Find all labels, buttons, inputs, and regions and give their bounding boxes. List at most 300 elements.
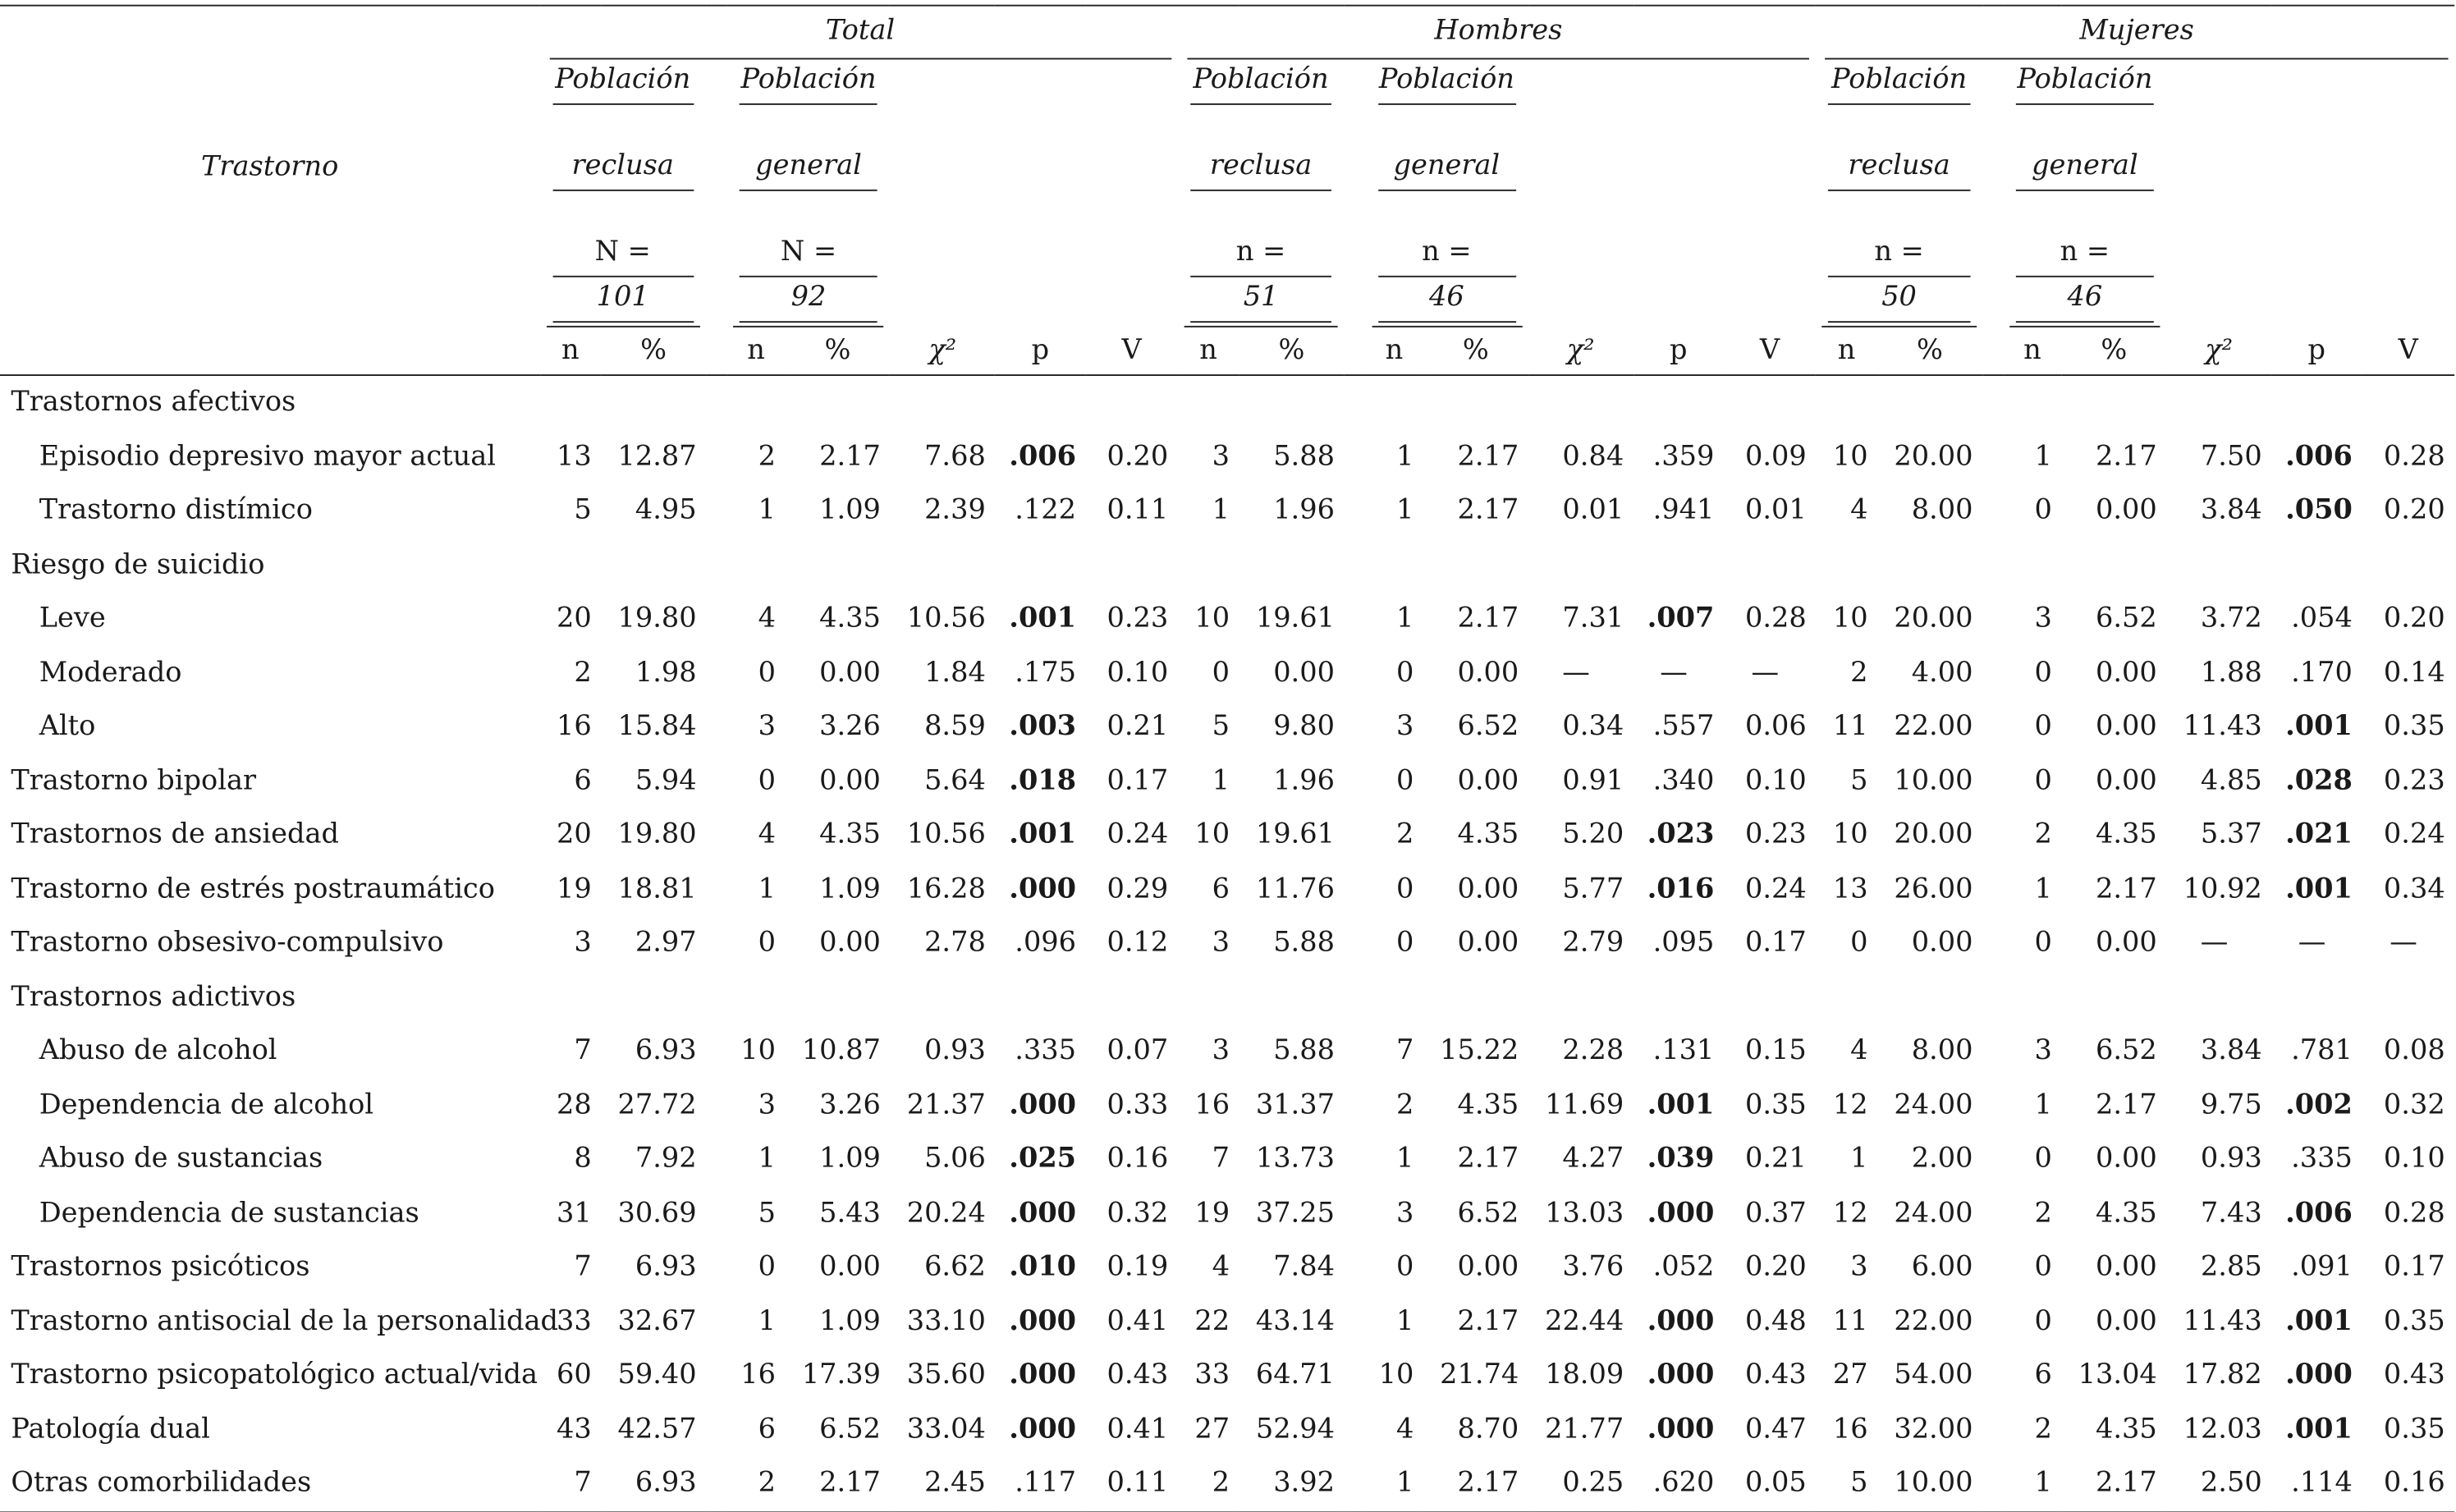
cell-cramer-v: 0.43	[2383, 1359, 2445, 1391]
cell-n-general	[2003, 970, 2061, 1024]
cell-n-general: 0	[2034, 927, 2052, 959]
cell-n-general: 3	[2034, 603, 2052, 635]
cell-pct-reclusa: 7.84	[1273, 1251, 1335, 1283]
cell-pct-general	[2061, 970, 2166, 1024]
cell-pct-general: 4.35	[2096, 818, 2157, 851]
cell-chi2: 6.62	[924, 1251, 986, 1283]
cell-pct-reclusa: 52.94	[1255, 1413, 1335, 1446]
cell-pct-reclusa: 15.84	[617, 711, 697, 743]
table-body	[0, 375, 2454, 1511]
cell-n-reclusa: 0	[1850, 927, 1868, 959]
cell-cramer-v	[1724, 375, 1816, 430]
cell-p-value: .001	[2285, 1412, 2353, 1446]
cell-p-value: .001	[2285, 871, 2353, 905]
cell-pct-general: 0.00	[819, 657, 881, 689]
cell-p-value: .028	[2285, 763, 2353, 797]
cell-pct-reclusa: 19.61	[1255, 603, 1335, 635]
cell-n-general: 0	[2034, 1305, 2052, 1337]
cell-pct-general: 0.00	[2096, 1143, 2157, 1175]
cell-pct-general: 2.17	[1457, 441, 1519, 473]
cell-chi2: 10.56	[906, 603, 986, 635]
table-row	[0, 484, 2454, 538]
cell-n-general: 2	[758, 441, 777, 473]
cell-pct-reclusa: 64.71	[1255, 1359, 1335, 1391]
cell-n-general: 0	[1396, 873, 1414, 905]
row-label: Trastorno antisocial de la personalidad	[11, 1305, 559, 1337]
cell-chi2	[2166, 970, 2271, 1024]
cell-pct-general: 10.87	[801, 1035, 881, 1067]
cell-chi2: 2.85	[2200, 1251, 2262, 1283]
cell-pct-general: 2.17	[2096, 1089, 2157, 1121]
cell-cramer-v: 0.20	[1745, 1251, 1807, 1283]
cell-p-value: .335	[2291, 1143, 2353, 1175]
col-pct: %	[1239, 328, 1345, 375]
cell-pct-reclusa: 6.00	[1911, 1251, 1973, 1283]
cell-pct-general: 4.35	[819, 818, 881, 851]
cell-n-general	[1365, 970, 1423, 1024]
cell-cramer-v: 0.28	[1745, 603, 1807, 635]
cell-n-general: 3	[2034, 1035, 2052, 1067]
cell-pct-reclusa: 42.57	[617, 1413, 697, 1446]
cell-pct-general	[2061, 538, 2166, 592]
row-label: Abuso de sustancias	[39, 1143, 323, 1175]
cell-pct-reclusa: 7.92	[635, 1143, 697, 1175]
cell-p-value	[995, 970, 1085, 1024]
cell-chi2: 8.59	[924, 711, 986, 743]
col-p: p	[2271, 328, 2362, 375]
cell-n-reclusa: 1	[1212, 765, 1230, 797]
cell-chi2: 4.85	[2200, 765, 2262, 797]
cell-cramer-v: 0.17	[1745, 927, 1807, 959]
cell-pct-general: 0.00	[2096, 711, 2157, 743]
cell-pct-general: 2.17	[785, 1457, 890, 1512]
cell-chi2	[2166, 375, 2271, 430]
cell-pct-general: 1.09	[819, 873, 881, 905]
cell-chi2: 5.37	[2200, 818, 2262, 851]
cell-n-general: 0	[2034, 1251, 2052, 1283]
cell-n-general: 1	[1396, 1305, 1414, 1337]
cell-pct-reclusa: 4.95	[635, 494, 697, 527]
cell-chi2: —	[1562, 657, 1590, 689]
cell-cramer-v	[2362, 970, 2454, 1024]
cell-pct-reclusa: 6.93	[601, 1457, 706, 1512]
cell-p-value	[2271, 375, 2362, 430]
cell-chi2: 1.88	[2200, 657, 2262, 689]
cell-n-reclusa: 11	[1832, 1305, 1868, 1337]
cell-pct-reclusa: 0.00	[1911, 927, 1973, 959]
cell-cramer-v: 0.35	[1745, 1089, 1807, 1121]
cell-n-general: 16	[740, 1359, 777, 1391]
cell-n-reclusa: 1	[1212, 494, 1230, 527]
cell-chi2: 18.09	[1545, 1359, 1624, 1391]
cell-cramer-v: 0.20	[2383, 494, 2445, 527]
cell-p-value: .001	[1009, 601, 1077, 635]
header-trastorno: Trastorno	[0, 6, 539, 328]
cell-p-value: .050	[2285, 493, 2353, 527]
cell-pct-reclusa: 11.76	[1255, 873, 1335, 905]
cell-chi2: 33.04	[906, 1413, 986, 1446]
subheader-hombres-general: Población general n = 46	[1365, 60, 1528, 328]
cell-pct-general	[1423, 375, 1528, 430]
cell-p-value: .000	[1647, 1358, 1715, 1391]
cell-chi2	[890, 375, 995, 430]
row-label: Patología dual	[11, 1413, 210, 1446]
cell-n-reclusa: 10	[1194, 603, 1230, 635]
group-header-hombres: Hombres	[1178, 6, 1817, 60]
cell-n-reclusa: 27	[1832, 1359, 1868, 1391]
cell-p-value: .006	[2285, 439, 2353, 473]
cell-cramer-v: 0.43	[1745, 1359, 1807, 1391]
table-row	[0, 1457, 2454, 1512]
cell-cramer-v: 0.10	[1107, 657, 1169, 689]
cell-p-value: .052	[1652, 1251, 1715, 1283]
cell-pct-general: 2.17	[1457, 1305, 1519, 1337]
cell-pct-general: 2.17	[1457, 603, 1519, 635]
cell-n-reclusa: 28	[556, 1089, 592, 1121]
cell-cramer-v: —	[2390, 927, 2417, 959]
cell-cramer-v: 0.15	[1745, 1035, 1807, 1067]
cell-chi2: 16.28	[906, 873, 986, 905]
table-row	[0, 1079, 2454, 1133]
cell-pct-reclusa: 22.00	[1894, 711, 1973, 743]
cell-n-reclusa: 2	[574, 657, 592, 689]
cell-p-value: .000	[1009, 1358, 1077, 1391]
cell-p-value: .025	[1009, 1142, 1077, 1175]
cell-p-value: .021	[2285, 818, 2353, 851]
cell-cramer-v	[1086, 538, 1178, 592]
cell-chi2: 11.69	[1545, 1089, 1624, 1121]
cell-cramer-v: 0.14	[2383, 657, 2445, 689]
cell-pct-general: 0.00	[2096, 657, 2157, 689]
cell-pct-general: 3.26	[819, 1089, 881, 1121]
cell-n-general: 1	[2034, 1089, 2052, 1121]
cell-pct-general: 0.00	[2096, 494, 2157, 527]
cell-p-value: .039	[1647, 1142, 1715, 1175]
cell-pct-reclusa: 13.73	[1255, 1143, 1335, 1175]
cell-p-value	[1634, 538, 1724, 592]
cell-cramer-v: 0.32	[1107, 1197, 1169, 1229]
cell-cramer-v: 0.20	[1107, 441, 1169, 473]
cell-pct-reclusa: 18.81	[617, 873, 697, 905]
cell-chi2: 4.27	[1562, 1143, 1624, 1175]
cell-n-reclusa: 6	[1212, 873, 1230, 905]
cell-n-general: 2	[727, 1457, 786, 1512]
cell-pct-reclusa: 5.94	[635, 765, 697, 797]
cell-n-reclusa: 7	[1212, 1143, 1230, 1175]
cell-chi2: 0.93	[924, 1035, 986, 1067]
cell-p-value: .096	[1015, 927, 1077, 959]
cell-p-value: .620	[1634, 1457, 1724, 1512]
cell-p-value: .001	[2285, 709, 2353, 743]
cell-pct-general: 0.00	[1457, 1251, 1519, 1283]
cell-chi2: 0.91	[1562, 765, 1624, 797]
cell-n-reclusa	[539, 375, 601, 430]
cell-pct-general: 6.52	[1457, 1197, 1519, 1229]
cell-pct-general: 0.00	[2096, 1305, 2157, 1337]
cell-n-reclusa: 16	[1832, 1413, 1868, 1446]
cell-n-reclusa: 3	[1212, 441, 1230, 473]
cell-n-general: 0	[1396, 657, 1414, 689]
cell-p-value: .006	[1009, 439, 1077, 473]
cell-pct-reclusa: 1.96	[1273, 765, 1335, 797]
col-p: p	[1634, 328, 1724, 375]
cell-p-value: .018	[1009, 763, 1077, 797]
table-row	[0, 700, 2454, 754]
table-row	[0, 430, 2454, 484]
cell-n-reclusa: 16	[556, 711, 592, 743]
cell-p-value: —	[2298, 927, 2326, 959]
cell-chi2: 3.76	[1562, 1251, 1624, 1283]
cell-pct-reclusa: 22.00	[1894, 1305, 1973, 1337]
cell-pct-reclusa: 59.40	[617, 1359, 697, 1391]
cell-pct-reclusa: 37.25	[1255, 1197, 1335, 1229]
cell-pct-general: 0.00	[819, 1251, 881, 1283]
cell-p-value: .007	[1647, 601, 1715, 635]
cell-pct-general: 3.26	[819, 711, 881, 743]
cell-cramer-v: 0.24	[1107, 818, 1169, 851]
cell-n-reclusa: 22	[1194, 1305, 1230, 1337]
cell-pct-general: 2.17	[2061, 1457, 2166, 1512]
cell-cramer-v: 0.23	[2383, 765, 2445, 797]
cell-p-value	[2271, 970, 2362, 1024]
cell-n-general: 0	[2034, 657, 2052, 689]
cell-pct-general: 2.17	[2096, 873, 2157, 905]
cell-p-value: .114	[2271, 1457, 2362, 1512]
group-header-total: Total	[539, 6, 1177, 60]
cell-pct-general: 1.09	[819, 1143, 881, 1175]
cell-pct-reclusa: 8.00	[1911, 494, 1973, 527]
cell-cramer-v: 0.33	[1107, 1089, 1169, 1121]
cell-cramer-v: 0.41	[1107, 1413, 1169, 1446]
cell-pct-reclusa	[1239, 538, 1345, 592]
cell-chi2: 2.79	[1562, 927, 1624, 959]
row-label: Trastorno de estrés postraumático	[11, 873, 495, 905]
cell-chi2: 3.84	[2200, 1035, 2262, 1067]
cell-p-value	[1634, 970, 1724, 1024]
cell-chi2: 20.24	[906, 1197, 986, 1229]
cell-n-reclusa: 10	[1832, 441, 1868, 473]
cell-pct-reclusa: 2.00	[1911, 1143, 1973, 1175]
cell-pct-reclusa: 10.00	[1877, 1457, 1982, 1512]
cell-pct-general: 2.17	[1457, 1143, 1519, 1175]
cell-chi2: —	[2200, 927, 2229, 959]
cell-cramer-v: 0.10	[1745, 765, 1807, 797]
cell-cramer-v: —	[1751, 657, 1780, 689]
cell-pct-general: 13.04	[2078, 1359, 2157, 1391]
cell-pct-reclusa: 5.88	[1273, 441, 1335, 473]
cell-cramer-v: 0.35	[2383, 1413, 2445, 1446]
cell-pct-general: 0.00	[1457, 873, 1519, 905]
table-row	[0, 646, 2454, 700]
cell-p-value: .000	[1647, 1195, 1715, 1229]
cell-pct-reclusa: 2.97	[635, 927, 697, 959]
cell-n-reclusa: 13	[1832, 873, 1868, 905]
cell-n-reclusa: 10	[1194, 818, 1230, 851]
cell-pct-general: 17.39	[801, 1359, 881, 1391]
col-pct: %	[601, 328, 706, 375]
cell-cramer-v: 0.24	[1745, 873, 1807, 905]
cell-cramer-v: 0.23	[1107, 603, 1169, 635]
cell-pct-reclusa: 19.80	[617, 603, 697, 635]
cell-p-value: .002	[2285, 1088, 2353, 1121]
row-label: Episodio depresivo mayor actual	[39, 441, 497, 473]
cell-n-general: 2	[2034, 1413, 2052, 1446]
cell-n-general: 5	[758, 1197, 777, 1229]
cell-n-reclusa: 11	[1832, 711, 1868, 743]
cell-n-reclusa: 10	[1832, 818, 1868, 851]
cell-p-value: .117	[995, 1457, 1085, 1512]
group-header-mujeres: Mujeres	[1816, 6, 2454, 60]
cell-n-general: 3	[758, 1089, 777, 1121]
cell-cramer-v	[1724, 970, 1816, 1024]
cell-p-value: .781	[2291, 1035, 2353, 1067]
col-v: V	[1086, 328, 1178, 375]
col-v: V	[2362, 328, 2454, 375]
cell-cramer-v: 0.01	[1745, 494, 1807, 527]
cell-chi2: 22.44	[1545, 1305, 1624, 1337]
cell-n-reclusa: 20	[556, 818, 592, 851]
cell-pct-reclusa: 20.00	[1894, 603, 1973, 635]
row-label: Trastorno distímico	[39, 494, 313, 527]
cell-pct-reclusa: 19.61	[1255, 818, 1335, 851]
cell-chi2: 9.75	[2200, 1089, 2262, 1121]
cell-n-reclusa: 13	[556, 441, 592, 473]
cell-pct-reclusa: 20.00	[1894, 441, 1973, 473]
cell-p-value: .054	[2291, 603, 2353, 635]
cell-chi2: 5.06	[924, 1143, 986, 1175]
cell-n-reclusa	[539, 538, 601, 592]
col-pct: %	[1877, 328, 1982, 375]
cell-n-reclusa: 7	[574, 1035, 592, 1067]
cell-cramer-v	[1724, 538, 1816, 592]
col-chi2: χ²	[1528, 328, 1634, 375]
col-n: n	[1178, 328, 1239, 375]
cell-chi2: 0.93	[2200, 1143, 2262, 1175]
cell-n-reclusa: 3	[574, 927, 592, 959]
cell-cramer-v: 0.17	[2383, 1251, 2445, 1283]
cell-pct-reclusa: 5.88	[1273, 927, 1335, 959]
cell-n-reclusa: 20	[556, 603, 592, 635]
cell-p-value: .001	[1009, 818, 1077, 851]
cell-pct-general: 0.00	[1457, 765, 1519, 797]
cell-pct-reclusa: 30.69	[617, 1197, 697, 1229]
cell-n-reclusa: 19	[1194, 1197, 1230, 1229]
cell-chi2	[1528, 375, 1634, 430]
col-n: n	[727, 328, 786, 375]
cell-n-general	[2003, 375, 2061, 430]
table-row	[0, 538, 2454, 592]
row-label: Trastorno psicopatológico actual/vida	[11, 1359, 538, 1391]
cell-n-reclusa: 43	[556, 1413, 592, 1446]
table-row	[0, 862, 2454, 916]
cell-cramer-v: 0.16	[2362, 1457, 2454, 1512]
cell-n-reclusa: 33	[556, 1305, 592, 1337]
cell-cramer-v	[2362, 375, 2454, 430]
cell-pct-general: 2.17	[1423, 1457, 1528, 1512]
cell-chi2: 2.39	[924, 494, 986, 527]
cell-cramer-v: 0.29	[1107, 873, 1169, 905]
cell-p-value: .000	[1647, 1412, 1715, 1446]
row-label: Dependencia de alcohol	[39, 1089, 374, 1121]
cell-n-reclusa: 3	[1212, 1035, 1230, 1067]
cell-pct-reclusa: 1.98	[635, 657, 697, 689]
cell-pct-general: 6.52	[2096, 603, 2157, 635]
cell-n-general: 2	[2034, 818, 2052, 851]
cell-pct-reclusa: 6.93	[635, 1035, 697, 1067]
cell-pct-reclusa: 32.00	[1894, 1413, 1973, 1446]
cell-n-general: 0	[1396, 927, 1414, 959]
cell-n-general: 4	[758, 818, 777, 851]
cell-chi2: 21.77	[1545, 1413, 1624, 1446]
cell-n-general: 2	[1396, 1089, 1414, 1121]
cell-n-reclusa: 5	[574, 494, 592, 527]
cell-n-reclusa: 4	[1850, 1035, 1868, 1067]
cell-chi2: 5.77	[1562, 873, 1624, 905]
cell-chi2	[890, 970, 995, 1024]
table-row	[0, 1349, 2454, 1403]
cell-pct-reclusa: 43.14	[1255, 1305, 1335, 1337]
cell-p-value: .131	[1652, 1035, 1715, 1067]
cell-pct-reclusa: 31.37	[1255, 1089, 1335, 1121]
cell-p-value: .941	[1652, 494, 1715, 527]
cell-pct-reclusa	[601, 538, 706, 592]
cell-n-general: 1	[2034, 873, 2052, 905]
col-v: V	[1724, 328, 1816, 375]
cell-pct-general: 0.00	[2096, 765, 2157, 797]
cell-pct-reclusa: 8.00	[1911, 1035, 1973, 1067]
cell-n-general: 3	[758, 711, 777, 743]
row-label: Trastornos psicóticos	[11, 1251, 310, 1283]
cell-cramer-v	[2362, 538, 2454, 592]
table-row	[0, 916, 2454, 970]
cell-cramer-v: 0.21	[1745, 1143, 1807, 1175]
cell-cramer-v: 0.47	[1745, 1413, 1807, 1446]
cell-chi2: 7.68	[924, 441, 986, 473]
col-n: n	[539, 328, 601, 375]
row-label: Trastornos adictivos	[11, 981, 296, 1013]
cell-n-reclusa: 3	[1850, 1251, 1868, 1283]
cell-n-general: 3	[1396, 711, 1414, 743]
cell-pct-reclusa: 24.00	[1894, 1089, 1973, 1121]
cell-n-general	[2003, 538, 2061, 592]
row-label: Trastorno obsesivo-compulsivo	[11, 927, 444, 959]
cell-chi2: 10.56	[906, 818, 986, 851]
cell-n-general: 1	[1396, 494, 1414, 527]
cell-p-value: .006	[2285, 1195, 2353, 1229]
cell-n-general: 2	[1396, 818, 1414, 851]
cell-chi2: 5.20	[1562, 818, 1624, 851]
cell-cramer-v	[1086, 375, 1178, 430]
cell-chi2: 21.37	[906, 1089, 986, 1121]
col-pct: %	[1423, 328, 1528, 375]
cell-p-value: .122	[1015, 494, 1077, 527]
cell-pct-reclusa: 32.67	[617, 1305, 697, 1337]
cell-pct-reclusa	[1239, 375, 1345, 430]
cell-pct-reclusa: 9.80	[1273, 711, 1335, 743]
cell-chi2: 35.60	[906, 1359, 986, 1391]
cell-cramer-v: 0.19	[1107, 1251, 1169, 1283]
cell-p-value: .003	[1009, 709, 1077, 743]
cell-cramer-v: 0.16	[1107, 1143, 1169, 1175]
cell-p-value: .000	[1009, 1195, 1077, 1229]
col-n: n	[1816, 328, 1877, 375]
cell-n-general: 0	[758, 927, 777, 959]
cell-pct-reclusa: 24.00	[1894, 1197, 1973, 1229]
cell-chi2: 7.50	[2200, 441, 2262, 473]
cell-p-value: .170	[2291, 657, 2353, 689]
cell-p-value: .000	[2285, 1358, 2353, 1391]
cell-p-value	[2271, 538, 2362, 592]
